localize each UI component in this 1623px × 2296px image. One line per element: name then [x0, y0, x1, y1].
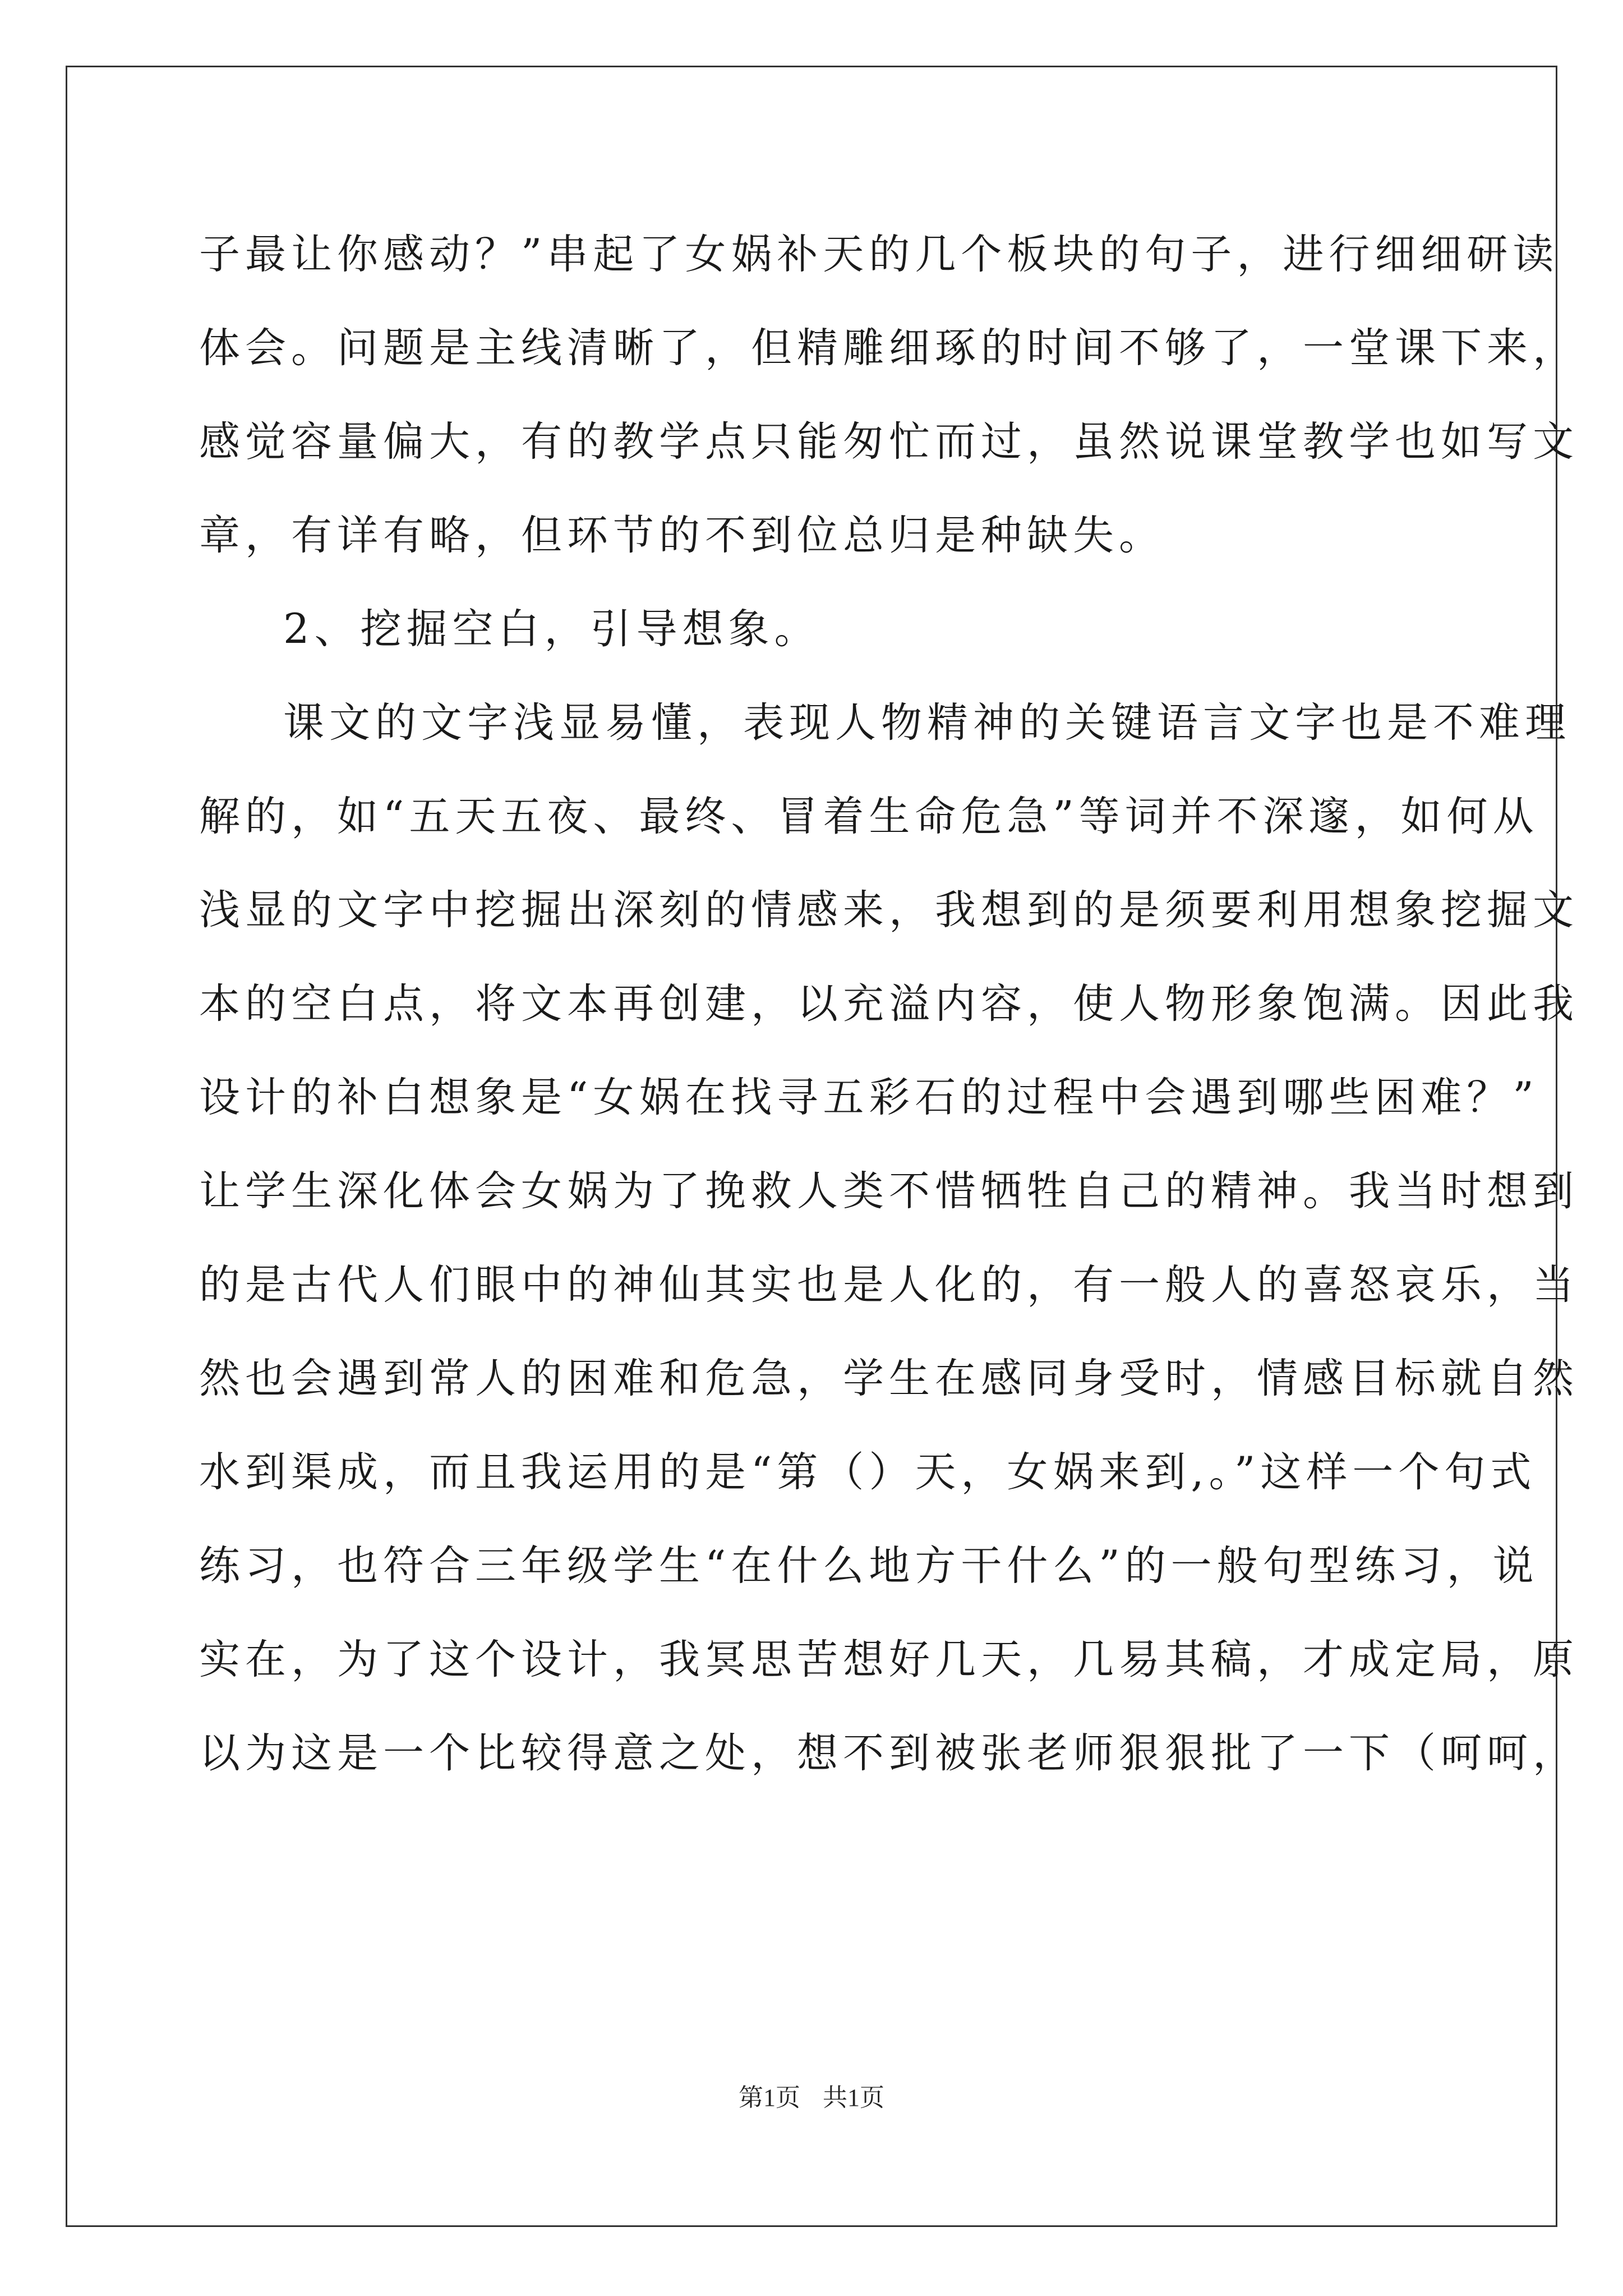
text-line: 感觉容量偏大，有的教学点只能匆忙而过，虽然说课堂教学也如写文 [199, 418, 1579, 466]
section-heading: 2、挖掘空白，引导想象。 [283, 605, 820, 653]
text-line: 然也会遇到常人的困难和危急，学生在感同身受时，情感目标就自然 [199, 1355, 1579, 1402]
text-line: 实在，为了这个设计，我冥思苦想好几天，几易其稿，才成定局，原 [199, 1636, 1579, 1683]
page-number-total: 共1页 [823, 2084, 884, 2111]
text-line: 练习，也符合三年级学生“在什么地方干什么”的一般句型练习，说 [199, 1542, 1539, 1590]
text-line: 的是古代人们眼中的神仙其实也是人化的，有一般人的喜怒哀乐，当 [199, 1261, 1579, 1309]
document-body [199, 208, 1579, 1800]
text-line: 课文的文字浅显易懂，表现人物精神的关键语言文字也是不难理 [283, 699, 1571, 747]
text-line: 体会。问题是主线清晰了，但精雕细琢的时间不够了，一堂课下来， [199, 324, 1579, 372]
text-line: 子最让你感动？”串起了女娲补天的几个板块的句子，进行细细研读 [199, 231, 1559, 278]
text-line: 解的，如“五天五夜、最终、冒着生命危急”等词并不深邃，如何从 [199, 793, 1539, 840]
text-line: 以为这是一个比较得意之处，想不到被张老师狠狠批了一下（呵呵， [199, 1729, 1579, 1777]
text-line: 设计的补白想象是“女娲在找寻五彩石的过程中会遇到哪些困难？” [199, 1074, 1539, 1121]
text-line: 本的空白点，将文本再创建，以充溢内容，使人物形象饱满。因此我 [199, 980, 1579, 1028]
page-footer [0, 2077, 1623, 2113]
text-line: 让学生深化体会女娲为了挽救人类不惜牺牲自己的精神。我当时想到 [199, 1167, 1579, 1215]
text-line: 水到渠成，而且我运用的是“第（）天，女娲来到,。”这样一个句式 [199, 1448, 1537, 1496]
text-line: 章，有详有略，但环节的不到位总归是种缺失。 [199, 512, 1165, 559]
page-number-current: 第1页 [739, 2084, 800, 2111]
text-line: 浅显的文字中挖掘出深刻的情感来，我想到的是须要利用想象挖掘文 [199, 886, 1579, 934]
